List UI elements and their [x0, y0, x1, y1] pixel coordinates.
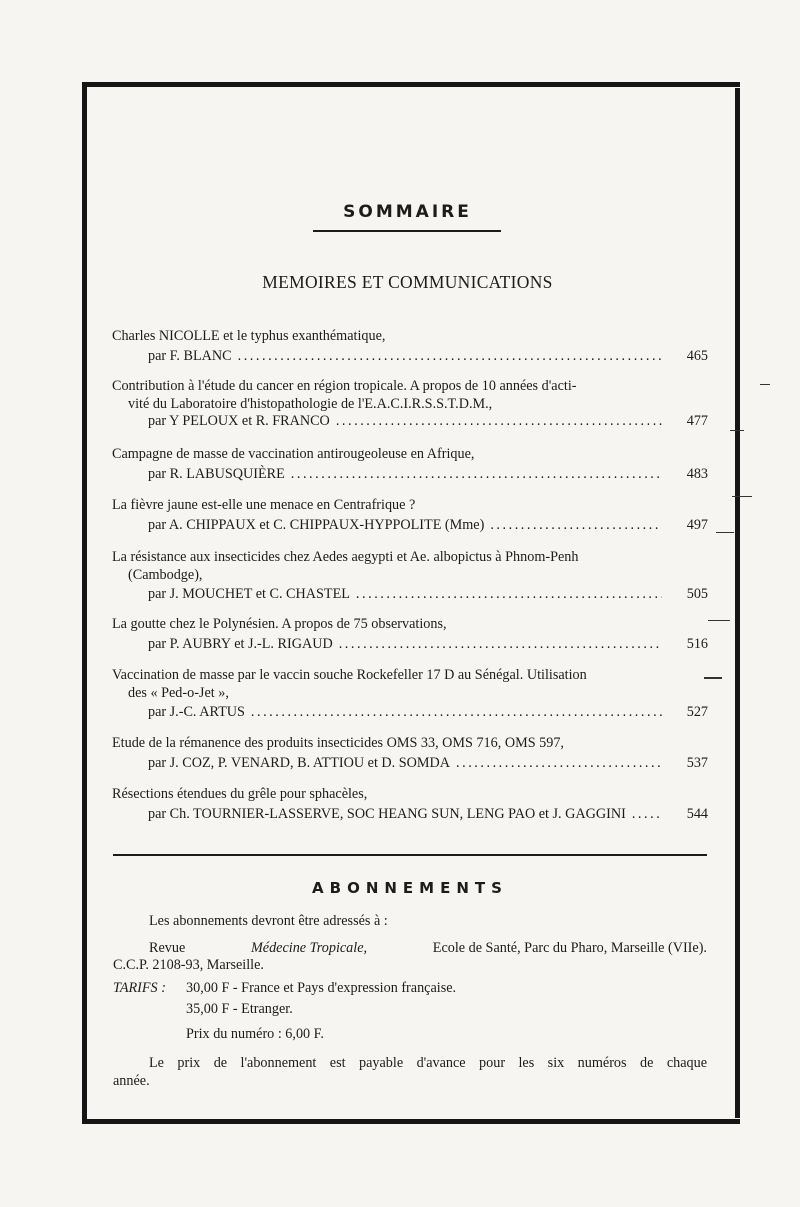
prix-numero: Prix du numéro : 6,00 F. — [186, 1026, 324, 1042]
dot-leader — [251, 704, 662, 722]
entry-page: 465 — [686, 347, 708, 364]
entry-page: 505 — [686, 586, 708, 602]
tarif-france: 30,00 F - France et Pays d'expression française. — [186, 980, 457, 996]
dot-leader — [356, 586, 662, 604]
toc-entry[interactable] — [112, 616, 708, 653]
margin-mark — [760, 384, 770, 385]
frame-bottom-border — [84, 1119, 740, 1124]
entry-authors: par A. CHIPPAUX et C. CHIPPAUX-HYPPOLITE (Mme) — [148, 516, 485, 533]
abonnements-intro: Les abonnements devront être adressés à : — [149, 913, 388, 929]
entry-title-continued: (Cambodge), — [128, 566, 203, 583]
section-divider — [113, 854, 707, 856]
sommaire-heading: SOMMAIRE — [343, 202, 472, 222]
entry-authors: par J. MOUCHET et C. CHASTEL — [148, 586, 350, 602]
entry-authors: par F. BLANC — [148, 347, 232, 364]
frame-left-border — [82, 82, 87, 1124]
frame-right-border — [735, 88, 740, 1118]
section-heading: MEMOIRES ET COMMUNICATIONS — [262, 272, 553, 292]
toc-entry[interactable] — [112, 549, 708, 604]
abonnements-heading: ABONNEMENTS — [312, 879, 508, 897]
dot-leader — [339, 636, 662, 654]
margin-mark — [732, 496, 752, 497]
entry-title: La résistance aux insecticides chez Aedes aegypti et Ae. albopictus à Phnom-Penh — [112, 549, 579, 565]
tarifs-label: TARIFS : — [113, 980, 166, 996]
entry-authors: par R. LABUSQUIÈRE — [148, 465, 285, 482]
toc-entry[interactable] — [112, 735, 708, 772]
entry-title-continued: des « Ped-o-Jet », — [128, 684, 229, 701]
frame-top-border — [84, 82, 740, 87]
sommaire-underline — [313, 230, 501, 232]
address-rest: Ecole de Santé, Parc du Pharo, Marseille (VIIe). — [432, 940, 707, 956]
entry-authors: par J. COZ, P. VENARD, B. ATTIOU et D. SOMDA — [148, 754, 451, 771]
entry-authors: par Ch. TOURNIER-LASSERVE, SOC HEANG SUN, LENG PAO et J. GAGGINI — [148, 805, 626, 822]
entry-page: 483 — [686, 465, 708, 482]
toc-entry[interactable] — [112, 328, 708, 365]
margin-mark — [708, 620, 730, 621]
entry-title: La fièvre jaune est-elle une menace en Centrafrique ? — [112, 497, 416, 513]
margin-mark — [716, 532, 734, 533]
entry-authors: par Y PELOUX et R. FRANCO — [148, 413, 330, 429]
entry-page: 516 — [686, 635, 708, 652]
abonnements-note-end: année. — [113, 1073, 150, 1089]
entry-page: 537 — [686, 754, 708, 771]
entry-title: Charles NICOLLE et le typhus exanthématique, — [112, 328, 386, 344]
tarif-etranger: 35,00 F - Etranger. — [186, 1001, 293, 1017]
entry-title: Vaccination de masse par le vaccin souche Rockefeller 17 D au Sénégal. Utilisation — [112, 667, 587, 683]
toc-entry[interactable] — [112, 786, 708, 823]
entry-title: Campagne de masse de vaccination antirougeoleuse en Afrique, — [112, 446, 475, 462]
entry-title: Etude de la rémanence des produits insecticides OMS 33, OMS 716, OMS 597, — [112, 735, 564, 751]
dot-leader — [336, 413, 662, 431]
abonnements-note: Le prix de l'abonnement est payable d'avance pour les six numéros de chaque — [149, 1055, 707, 1071]
dot-leader — [291, 466, 662, 484]
dot-leader — [238, 348, 662, 366]
abonnements-address — [149, 940, 707, 958]
abonnements-ccp: C.C.P. 2108-93, Marseille. — [113, 957, 264, 973]
entry-page: 477 — [686, 413, 708, 429]
toc-entry[interactable] — [112, 446, 708, 483]
toc-entry[interactable] — [112, 667, 708, 722]
entry-page: 527 — [686, 704, 708, 720]
entry-page: 544 — [686, 805, 708, 822]
entry-authors: par P. AUBRY et J.-L. RIGAUD — [148, 635, 333, 652]
toc-entry[interactable] — [112, 378, 708, 431]
entry-title: La goutte chez le Polynésien. A propos de 75 observations, — [112, 616, 447, 632]
entry-authors: par J.-C. ARTUS — [148, 704, 245, 720]
entry-page: 497 — [686, 516, 708, 533]
address-prefix: Revue — [149, 940, 186, 956]
dot-leader — [456, 755, 662, 773]
tarifs-row — [113, 980, 456, 998]
entry-title-continued: vité du Laboratoire d'histopathologie de l'E.A.C.I.R.S.S.T.D.M., — [128, 395, 493, 412]
margin-mark — [704, 677, 722, 679]
dot-leader — [632, 806, 662, 824]
toc-entry[interactable] — [112, 497, 708, 534]
journal-name: Médecine Tropicale, — [250, 940, 368, 956]
entry-title: Contribution à l'étude du cancer en région tropicale. A propos de 10 années d'acti- — [112, 378, 577, 394]
entry-title: Résections étendues du grêle pour sphacèles, — [112, 786, 368, 802]
dot-leader — [490, 517, 662, 535]
margin-mark — [730, 430, 744, 431]
